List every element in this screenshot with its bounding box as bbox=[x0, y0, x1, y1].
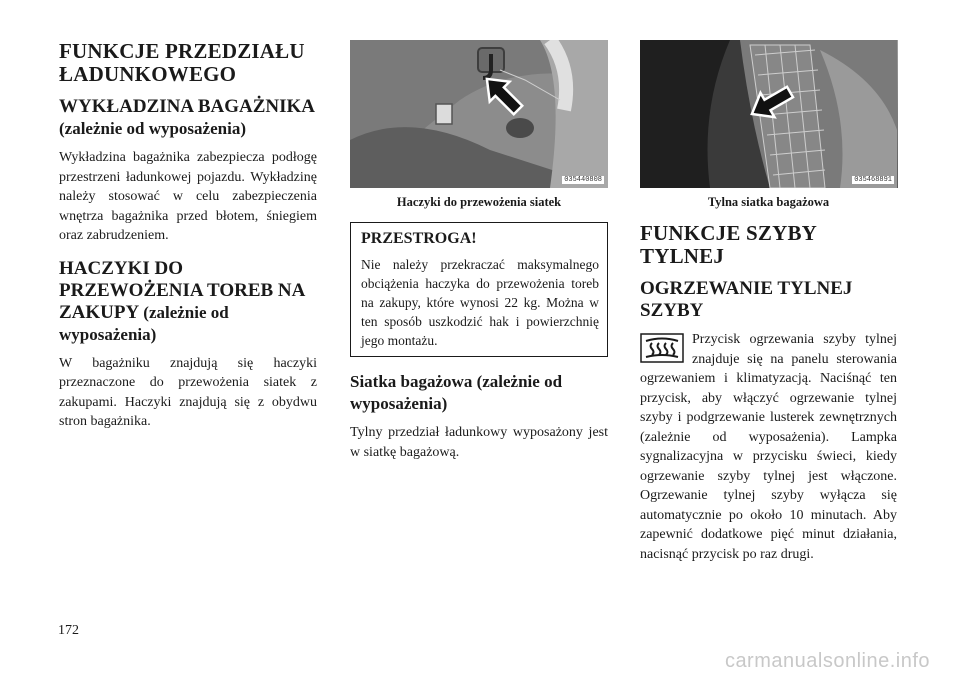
section-title-rear-window: FUNKCJE SZYBY TYLNEJ bbox=[640, 221, 817, 268]
photo-caption: Tylna siatka bagażowa bbox=[707, 195, 830, 209]
column-right bbox=[640, 40, 897, 576]
warning-text: Nie należy przekraczać maksymalnego obciążenia haczyka do przewożenia toreb na zakupy, które wynosi 22 kg. Można w ten sposób uszkodzić hak i powierzchnię jego montażu. bbox=[361, 257, 599, 348]
heading-cargo-net: Siatka bagażowa (zależnie od wyposażenia) bbox=[350, 372, 563, 413]
heading-grocery-hooks-note: (zależnie od wyposażenia) bbox=[59, 302, 229, 344]
photo-cargo-net bbox=[640, 40, 898, 188]
grocery-hooks-illustration bbox=[350, 40, 608, 188]
page-number: 172 bbox=[58, 623, 79, 638]
heading-trunk-carpet bbox=[59, 96, 317, 140]
section-title-cargo: FUNKCJE PRZEDZIAŁU ŁADUNKOWEGO bbox=[59, 39, 305, 86]
grocery-hooks-text: W bagażniku znajdują się haczyki przeznaczone do przewożenia siatek z zakupami. Haczyki znajdują się z obydwu stron bagażnika. bbox=[59, 355, 317, 429]
photo-caption: Haczyki do przewożenia siatek bbox=[396, 195, 562, 209]
rear-defrost-icon bbox=[640, 333, 684, 363]
photo-grocery-hooks bbox=[350, 40, 608, 188]
warning-box bbox=[350, 222, 608, 357]
heading-rear-defrost: OGRZEWANIE TYLNEJ SZYBY bbox=[640, 278, 853, 321]
rear-defrost-text: Przycisk ogrzewania szyby tylnej znajduje się na panelu sterowania ogrzewaniem i klimatyzacją. Naciśnąć ten przycisk, aby włączyć ogrzewanie tylnej szyby i podgrzewanie lusterek zewnętrznych (zależnie od wyposażenia). Lampka sygnalizacyjna w przycisku świeci, kiedy ogrzewanie szyby tylnej jest włączone. Ogrzewanie tylnej szyby wyłącza się automatycznie po około 10 minutach. Aby zapewnić dodatkowe pięć minut działania, nacisnąć przycisk po raz drugi. bbox=[640, 332, 897, 562]
warning-title: PRZESTROGA! bbox=[361, 230, 477, 247]
heading-grocery-hooks bbox=[59, 258, 317, 346]
column-middle bbox=[350, 40, 608, 474]
photo-code: 035440808 bbox=[564, 176, 602, 184]
photo-code: 035468891 bbox=[854, 176, 892, 184]
heading-trunk-carpet-note: (zależnie od wyposażenia) bbox=[59, 119, 246, 138]
rear-defrost-description bbox=[640, 330, 897, 564]
trunk-carpet-text: Wykładzina bagażnika zabezpiecza podłogę przestrzeni ładunkowej pojazdu. Wykładzinę należy stosować w celu zabezpieczenia wnętrza bagażnika przed błotem, śniegiem oraz zabrudzeniem. bbox=[59, 150, 317, 243]
heading-grocery-hooks-main: HACZYKI DO PRZEWOŻENIA TOREB NA ZAKUPY bbox=[59, 257, 305, 323]
site-watermark: carmanualsonline.info bbox=[724, 650, 930, 672]
cargo-net-illustration bbox=[640, 40, 897, 188]
column-left bbox=[59, 40, 317, 444]
cargo-net-text: Tylny przedział ładunkowy wyposażony jest w siatkę bagażową. bbox=[350, 425, 608, 460]
heading-trunk-carpet-main: WYKŁADZINA BAGAŻNIKA bbox=[59, 96, 314, 117]
